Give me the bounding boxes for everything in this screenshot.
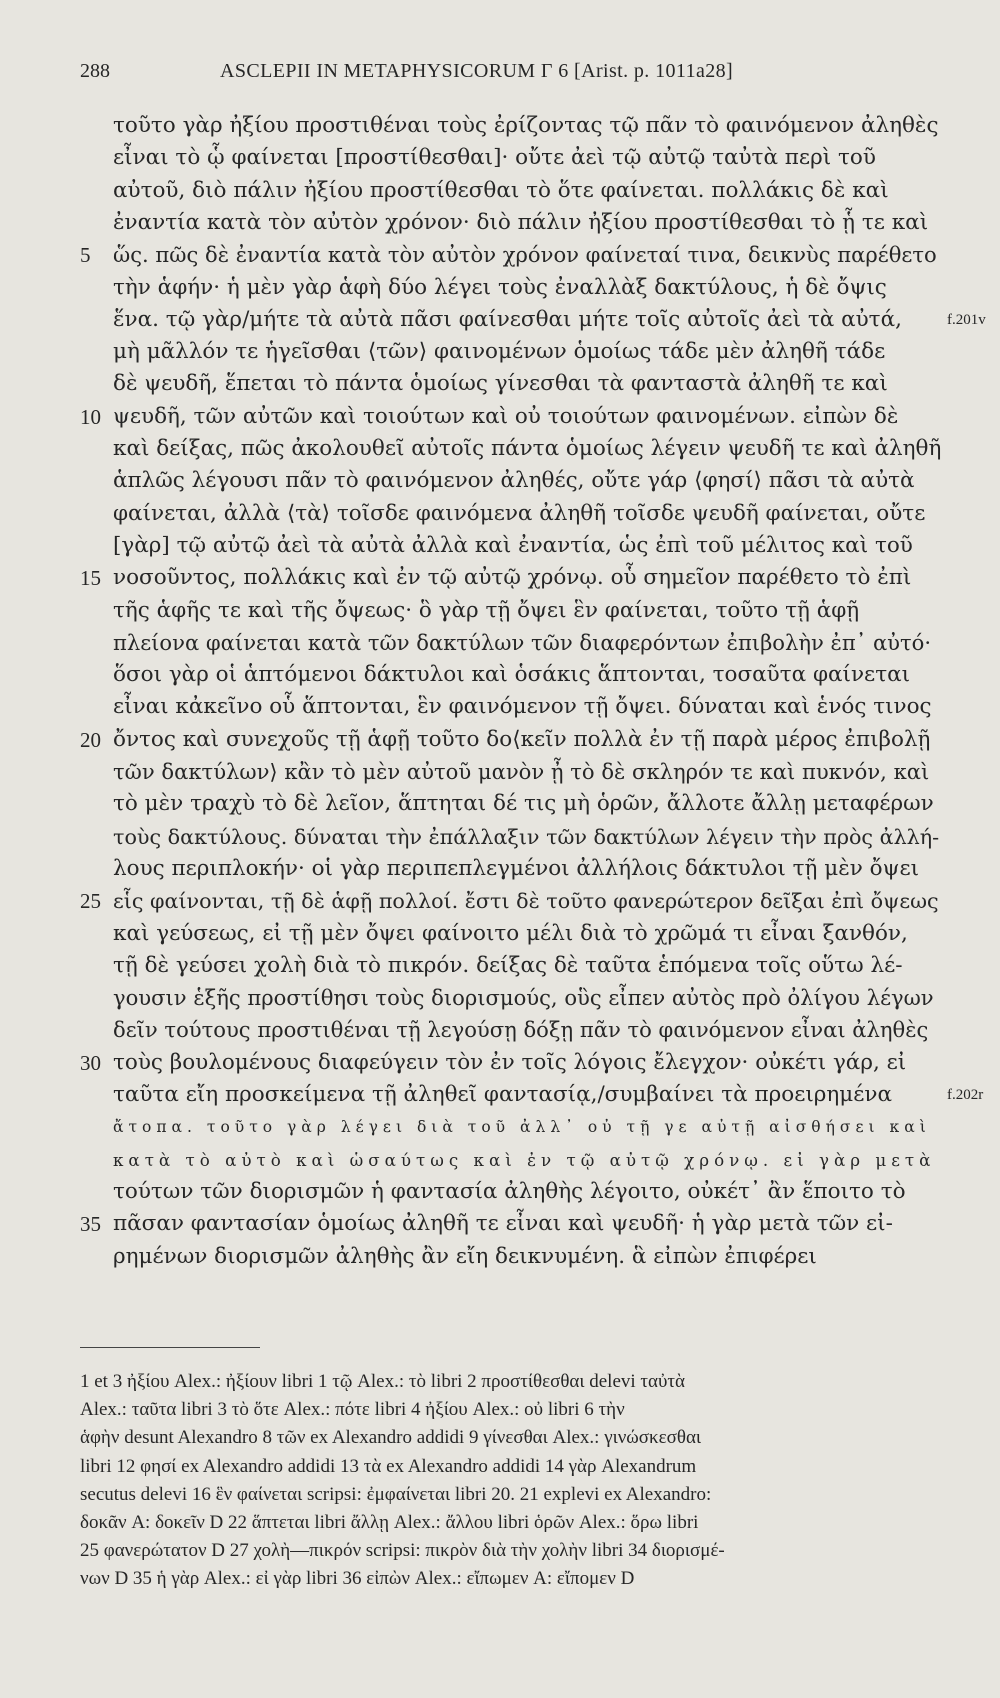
line-number: 25 bbox=[80, 889, 101, 914]
text-line: λους περιπλοκήν· οἱ γὰρ περιπεπλεγμένοι ἀλλήλοις δάκτυλοι τῇ μὲν ὄψει bbox=[113, 855, 920, 881]
footnote-rule bbox=[80, 1347, 260, 1348]
text-line: ὥς. πῶς δὲ ἐναντία κατὰ τὸν αὐτὸν χρόνον φαίνεταί τινα, δεικνὺς παρέθετο bbox=[113, 242, 937, 268]
text-line: κατὰ τὸ αὐτὸ καὶ ὡσαύτως καὶ ἐν τῷ αὐτῷ χρόνῳ. εἰ γὰρ μετὰ bbox=[113, 1149, 936, 1170]
footnote-line: νων D 35 ἡ γὰρ Alex.: εἰ γὰρ libri 36 εἰπὼν Alex.: εἴπωμεν A: εἴπομεν D bbox=[80, 1568, 635, 1590]
text-line: μὴ μᾶλλόν τε ἡγεῖσθαι ⟨τῶν⟩ φαινομένων ὁμοίως τάδε μὲν ἀληθῆ τάδε bbox=[113, 339, 886, 365]
text-line: δεῖν τούτους προστιθέναι τῇ λεγούσῃ δόξῃ πᾶν τὸ φαινόμενον εἶναι ἀληθὲς bbox=[113, 1017, 929, 1043]
page-number: 288 bbox=[80, 60, 110, 82]
folio-marker: f.202r bbox=[947, 1087, 984, 1103]
text-line: ὄντος καὶ συνεχοῦς τῇ ἁφῇ τοῦτο δο⟨κεῖν πολλὰ ἐν τῇ παρὰ μέρος ἐπιβολῇ bbox=[113, 726, 931, 752]
footnote-line: Alex.: ταῦτα libri 3 τὸ ὅτε Alex.: πότε libri 4 ἠξίου Alex.: οὐ libri 6 τὴν bbox=[80, 1399, 625, 1421]
text-line: τὴν ἁφήν· ἡ μὲν γὰρ ἁφὴ δύο λέγει τοὺς ἐναλλὰξ δακτύλους, ἡ δὲ ὄψις bbox=[113, 274, 887, 300]
text-line: τούτων τῶν διορισμῶν ἡ φαντασία ἀληθὴς λέγοιτο, οὐκέτ᾽ ἂν ἕποιτο τὸ bbox=[113, 1178, 906, 1204]
text-line: ἄτοπα. τοῦτο γὰρ λέγει διὰ τοῦ ἀλλ᾽ οὐ τῇ γε αὐτῇ αἰσθήσει καὶ bbox=[113, 1118, 931, 1137]
footnote-line: libri 12 φησί ex Alexandro addidi 13 τὰ ex Alexandro addidi 14 γὰρ Alexandrum bbox=[80, 1455, 697, 1477]
text-line: [γὰρ] τῷ αὐτῷ ἀεὶ τὰ αὐτὰ ἀλλὰ καὶ ἐναντία, ὡς ἐπὶ τοῦ μέλιτος καὶ τοῦ bbox=[113, 532, 913, 558]
footnote-line: ἁφὴν desunt Alexandro 8 τῶν ex Alexandro addidi 9 γίνεσθαι Alex.: γινώσκεσθαι bbox=[80, 1427, 702, 1449]
text-line: τῆς ἁφῆς τε καὶ τῆς ὄψεως· ὃ γὰρ τῇ ὄψει ἓν φαίνεται, τοῦτο τῇ ἁφῇ bbox=[113, 597, 860, 623]
line-number: 5 bbox=[80, 243, 91, 268]
text-line: τῶν δακτύλων⟩ κἂν τὸ μὲν αὐτοῦ μανὸν ᾖ τὸ δὲ σκληρόν τε καὶ πυκνόν, καὶ bbox=[113, 759, 930, 784]
text-line: δὲ ψευδῆ, ἕπεται τὸ πάντα ὁμοίως γίνεσθαι τὰ φανταστὰ ἀληθῆ τε καὶ bbox=[113, 371, 888, 397]
text-line: πλείονα φαίνεται κατὰ τῶν δακτύλων τῶν διαφερόντων ἐπιβολὴν ἐπ᾽ αὐτό· bbox=[113, 629, 932, 655]
running-title: ASCLEPII IN METAPHYSICORUM Γ 6 [Arist. p. 1011a28] bbox=[220, 60, 734, 82]
text-line: τὸ μὲν τραχὺ τὸ δὲ λεῖον, ἅπτηται δέ τις μὴ ὁρῶν, ἄλλοτε ἄλλῃ μεταφέρων bbox=[113, 791, 934, 817]
text-line: ψευδῆ, τῶν αὐτῶν καὶ τοιούτων καὶ οὐ τοιούτων φαινομένων. εἰπὼν δὲ bbox=[113, 403, 899, 429]
text-line: αὐτοῦ, διὸ πάλιν ἠξίου προστίθεσθαι τὸ ὅτε φαίνεται. πολλάκις δὲ καὶ bbox=[113, 177, 889, 203]
text-line: πᾶσαν φαντασίαν ὁμοίως ἀληθῆ τε εἶναι καὶ ψευδῆ· ἡ γὰρ μετὰ τῶν εἰ- bbox=[113, 1211, 893, 1237]
folio-marker: f.201v bbox=[947, 311, 986, 328]
text-line: εἶναι κἀκεῖνο οὗ ἅπτονται, ἓν φαινόμενον τῇ ὄψει. δύναται καὶ ἑνός τινος bbox=[113, 694, 932, 720]
text-line: τοῦτο γὰρ ἠξίου προστιθέναι τοὺς ἐρίζοντας τῷ πᾶν τὸ φαινόμενον ἀληθὲς bbox=[113, 113, 939, 138]
text-line: νοσοῦντος, πολλάκις καὶ ἐν τῷ αὐτῷ χρόνῳ. οὗ σημεῖον παρέθετο τὸ ἐπὶ bbox=[113, 565, 912, 591]
text-line: ταῦτα εἴη προσκείμενα τῇ ἀληθεῖ φαντασίᾳ,/συμβαίνει τὰ προειρημένα bbox=[113, 1082, 893, 1107]
text-line: εἶναι τὸ ᾧ φαίνεται [προστίθεσθαι]· οὔτε ἀεὶ τῷ αὐτῷ ταὐτὰ περὶ τοῦ bbox=[113, 145, 876, 171]
text-line: ρημένων διορισμῶν ἀληθὴς ἂν εἴη δεικνυμένη. ἃ εἰπὼν ἐπιφέρει bbox=[113, 1243, 817, 1269]
text-line: καὶ γεύσεως, εἰ τῇ μὲν ὄψει φαίνοιτο μέλι διὰ τὸ χρῶμά τι εἶναι ξανθόν, bbox=[113, 920, 908, 946]
footnote-line: secutus delevi 16 ἓν φαίνεται scripsi: ἐμφαίνεται libri 20. 21 explevi ex Alexandro: bbox=[80, 1483, 712, 1505]
text-line: γουσιν ἑξῆς προστίθησι τοὺς διορισμούς, οὓς εἶπεν αὐτὸς πρὸ ὀλίγου λέγων bbox=[113, 985, 934, 1011]
line-number: 10 bbox=[80, 404, 101, 429]
line-number: 20 bbox=[80, 727, 101, 752]
line-number: 35 bbox=[80, 1212, 101, 1237]
text-line: εἷς φαίνονται, τῇ δὲ ἁφῇ πολλοί. ἔστι δὲ τοῦτο φανερώτερον δεῖξαι ἐπὶ ὄψεως bbox=[113, 889, 939, 914]
text-line: τοὺς βουλομένους διαφεύγειν τὸν ἐν τοῖς λόγοις ἔλεγχον· οὐκέτι γάρ, εἰ bbox=[113, 1049, 907, 1075]
footnote-line: δοκᾶν A: δοκεῖν D 22 ἅπτεται libri ἄλλῃ Alex.: ἄλλου libri ὁρῶν Alex.: ὅρω libri bbox=[80, 1512, 699, 1533]
line-number: 15 bbox=[80, 566, 101, 591]
text-line: ὅσοι γὰρ οἱ ἁπτόμενοι δάκτυλοι καὶ ὁσάκις ἅπτονται, τοσαῦτα φαίνεται bbox=[113, 662, 911, 688]
footnote-line: 25 φανερώτατον D 27 χολὴ—πικρόν scripsi: πικρὸν διὰ τὴν χολὴν libri 34 διορισμέ- bbox=[80, 1540, 725, 1562]
text-line: ἁπλῶς λέγουσι πᾶν τὸ φαινόμενον ἀληθές, οὔτε γάρ ⟨φησί⟩ πᾶσι τὰ αὐτὰ bbox=[113, 468, 915, 494]
text-line: τῇ δὲ γεύσει χολὴ διὰ τὸ πικρόν. δείξας δὲ ταῦτα ἑπόμενα τοῖς οὕτω λέ- bbox=[113, 952, 903, 978]
footnote-line: 1 et 3 ἠξίου Alex.: ἠξίουν libri 1 τῷ Alex.: τὸ libri 2 προστίθεσθαι delevi ταὐτὰ bbox=[80, 1371, 685, 1392]
text-line: ἐναντία κατὰ τὸν αὐτὸν χρόνον· διὸ πάλιν ἠξίου προστίθεσθαι τὸ ᾗ τε καὶ bbox=[113, 209, 929, 235]
line-number: 30 bbox=[80, 1050, 101, 1075]
text-line: φαίνεται, ἀλλὰ ⟨τὰ⟩ τοῖσδε φαινόμενα ἀληθῆ τοῖσδε ψευδῆ φαίνεται, οὔτε bbox=[113, 500, 926, 526]
text-line: τοὺς δακτύλους. δύναται τὴν ἐπάλλαξιν τῶν δακτύλων λέγειν τὴν πρὸς ἀλλή- bbox=[113, 824, 940, 849]
page-header bbox=[80, 60, 860, 90]
text-line: ἕνα. τῷ γὰρ/μήτε τὰ αὐτὰ πᾶσι φαίνεσθαι μήτε τοῖς αὐτοῖς ἀεὶ τὰ αὐτά, bbox=[113, 306, 902, 332]
text-line: καὶ δείξας, πῶς ἀκολουθεῖ αὐτοῖς πάντα ὁμοίως λέγειν ψευδῆ τε καὶ ἀληθῆ bbox=[113, 436, 942, 461]
